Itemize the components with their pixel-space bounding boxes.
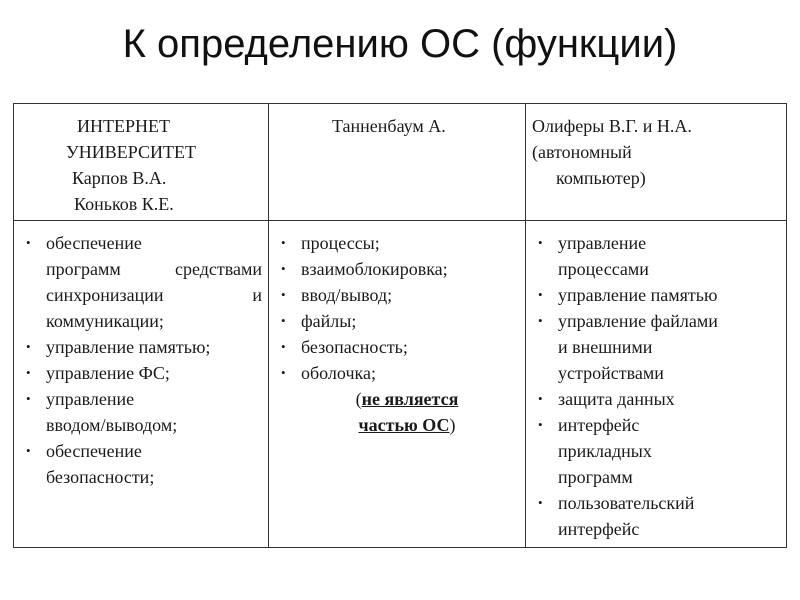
bullet-icon: •: [538, 235, 543, 250]
bullet-icon: •: [26, 339, 31, 354]
function-list: [14, 221, 268, 490]
list-item: [526, 282, 780, 308]
bullet-icon: •: [26, 443, 31, 458]
list-item: [14, 334, 262, 360]
list-item-text: коммуникации;: [46, 311, 164, 331]
header-cell-karpov: [14, 104, 269, 221]
header-line: ИНТЕРНЕТ: [77, 116, 170, 136]
bullet-icon: •: [538, 287, 543, 302]
list-item-text: программ: [558, 467, 633, 487]
bullet-icon: •: [26, 365, 31, 380]
note-bold-text: частью ОС: [358, 415, 450, 435]
bullet-icon: •: [281, 261, 286, 276]
function-list: [526, 221, 786, 542]
header-line: компьютер): [556, 168, 646, 188]
table-body-row: [14, 221, 787, 548]
body-cell-olifer: [526, 221, 787, 548]
list-item-text: интерфейс: [558, 519, 640, 539]
list-item-text: безопасности;: [46, 467, 155, 487]
list-item-text: безопасность;: [301, 337, 408, 357]
list-item: [14, 438, 262, 490]
header-line: Танненбаум А.: [332, 116, 446, 136]
comparison-table: [13, 103, 787, 548]
list-item: [526, 308, 780, 386]
list-item: [14, 386, 262, 438]
list-item: [269, 308, 519, 334]
function-list: [269, 221, 525, 386]
bullet-icon: •: [538, 495, 543, 510]
list-item: [269, 334, 519, 360]
list-item: [14, 230, 262, 334]
list-item-text: файлы;: [301, 311, 357, 331]
list-item-text: синхронизации и: [46, 285, 262, 305]
list-item-text: программ средствами: [46, 259, 262, 279]
header-line: Карпов В.А.: [72, 168, 167, 188]
list-item-text: ввод/вывод;: [301, 285, 393, 305]
slide-title: К определению ОС (функции): [122, 22, 678, 66]
list-item: [526, 386, 780, 412]
note-open-paren: (: [355, 389, 362, 409]
list-item-text: управление: [558, 233, 647, 253]
list-item-text: и внешними: [558, 337, 653, 357]
note-close-paren: ): [449, 415, 456, 435]
table-header-row: [14, 104, 787, 221]
header-cell-olifer: [526, 104, 787, 221]
list-item: [526, 490, 780, 542]
bullet-icon: •: [281, 235, 286, 250]
list-item-text: процессами: [558, 259, 649, 279]
header-line: Олиферы В.Г. и Н.А.: [532, 116, 692, 136]
list-item: [269, 256, 519, 282]
list-item-text: взаимоблокировка;: [301, 259, 448, 279]
bullet-icon: •: [26, 391, 31, 406]
list-item: [526, 230, 780, 282]
note-bold-text: не является: [361, 389, 459, 409]
list-item: [269, 360, 519, 386]
header-line: Коньков К.Е.: [74, 194, 174, 214]
bullet-icon: •: [538, 391, 543, 406]
list-item-text: защита данных: [558, 389, 675, 409]
list-item: [269, 230, 519, 256]
shell-note: [269, 386, 525, 438]
bullet-icon: •: [281, 313, 286, 328]
header-cell-tanenbaum: [269, 104, 526, 221]
list-item-text: управление ФС;: [46, 363, 170, 383]
header-line: (автономный: [532, 142, 632, 162]
list-item-text: прикладных: [558, 441, 652, 461]
list-item-text: оболочка;: [301, 363, 376, 383]
list-item-text: управление памятью: [558, 285, 718, 305]
list-item: [526, 412, 780, 490]
bullet-icon: •: [26, 235, 31, 250]
list-item-text: интерфейс: [558, 415, 640, 435]
list-item: [269, 282, 519, 308]
bullet-icon: •: [281, 339, 286, 354]
bullet-icon: •: [538, 313, 543, 328]
list-item-text: управление файлами: [558, 311, 718, 331]
list-item-text: обеспечение: [46, 233, 142, 253]
list-item: [14, 360, 262, 386]
bullet-icon: •: [281, 287, 286, 302]
list-item-text: обеспечение: [46, 441, 142, 461]
bullet-icon: •: [538, 417, 543, 432]
header-line: УНИВЕРСИТЕТ: [66, 142, 196, 162]
bullet-icon: •: [281, 365, 286, 380]
list-item-text: процессы;: [301, 233, 380, 253]
list-item-text: устройствами: [558, 363, 664, 383]
list-item-text: пользовательский: [558, 493, 695, 513]
list-item-text: вводом/выводом;: [46, 415, 178, 435]
list-item-text: управление памятью;: [46, 337, 211, 357]
body-cell-tanenbaum: [269, 221, 526, 548]
body-cell-karpov: [14, 221, 269, 548]
list-item-text: управление: [46, 389, 135, 409]
